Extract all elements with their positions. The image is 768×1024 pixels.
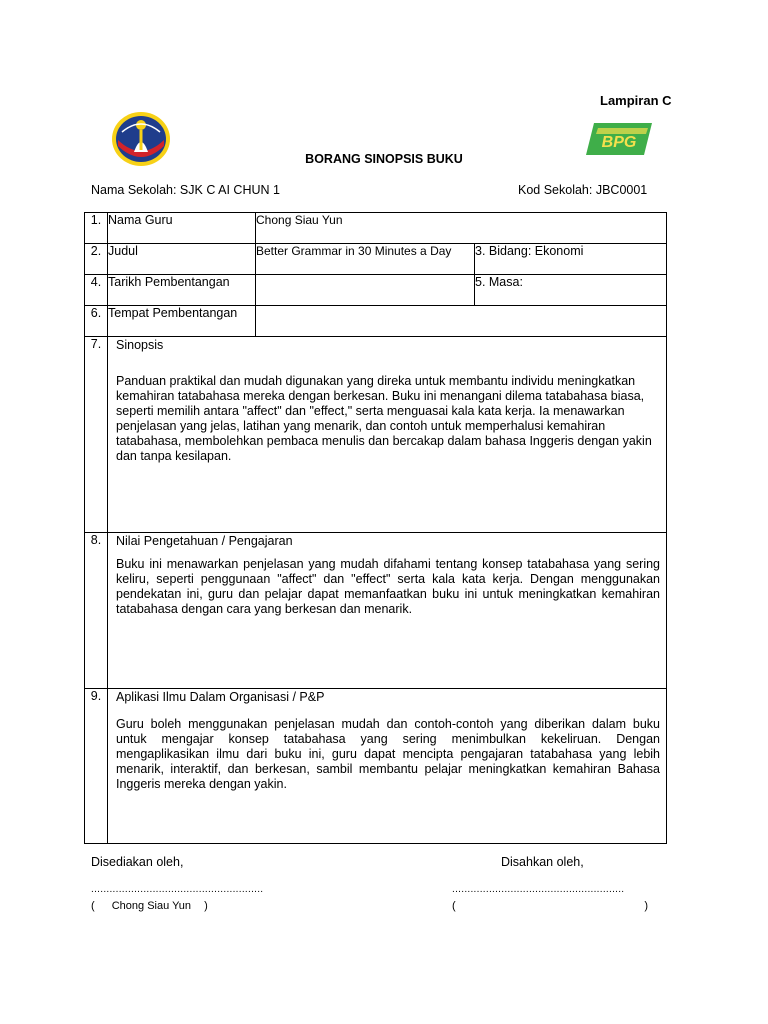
application-label: Aplikasi Ilmu Dalam Organisasi / P&P <box>116 690 325 704</box>
presentation-place-label: Tempat Pembentangan <box>108 306 256 337</box>
row-number: 4. <box>85 275 108 306</box>
row-number: 8. <box>85 533 108 689</box>
row-number: 7. <box>85 337 108 533</box>
field-masa[interactable]: 5. Masa: <box>475 275 667 306</box>
prepared-name-line <box>91 900 208 912</box>
row-presentation-date <box>85 275 667 306</box>
row-knowledge-value <box>85 533 667 689</box>
close-paren: ) <box>204 900 208 912</box>
row-synopsis <box>85 337 667 533</box>
application-cell[interactable] <box>108 689 667 844</box>
teacher-name-value[interactable]: Chong Siau Yun <box>256 213 667 244</box>
row-teacher-name <box>85 213 667 244</box>
synopsis-cell[interactable] <box>108 337 667 533</box>
row-application <box>85 689 667 844</box>
row-number: 2. <box>85 244 108 275</box>
approved-by-label: Disahkan oleh, <box>501 855 584 869</box>
teacher-name-label: Nama Guru <box>108 213 256 244</box>
school-name: Nama Sekolah: SJK C AI CHUN 1 <box>91 183 280 197</box>
row-number: 1. <box>85 213 108 244</box>
close-paren: ) <box>644 900 648 912</box>
application-text: Guru boleh menggunakan penjelasan mudah dan contoh-contoh yang diberikan dalam buku untuk mengajar konsep tatabahasa yang sering menimbulkan kekeliruan. Dengan mengaplikasikan ilmu dari buku ini, guru dapat mencipta pengajaran tatabahasa yang lebih menarik, interaktif, dan berkesan, sambil membantu pelajar meningkatkan kemahiran Bahasa Inggeris mereka dengan yakin. <box>116 717 660 791</box>
approved-name-line <box>452 900 648 912</box>
presentation-date-label: Tarikh Pembentangan <box>108 275 256 306</box>
knowledge-value-text: Buku ini menawarkan penjelasan yang mudah difahami tentang konsep tatabahasa yang sering keliru, seperti penggunaan "affect" dan "effect" serta kala kata kerja. Dengan menggunakan pendekatan ini, guru dan pelajar dapat memanfaatkan buku ini untuk meningkatkan kemahiran tatabahasa dengan cara yang berkesan dan menarik. <box>116 557 660 616</box>
row-title <box>85 244 667 275</box>
presentation-place-value[interactable] <box>256 306 667 337</box>
book-title-value[interactable]: Better Grammar in 30 Minutes a Day <box>256 244 475 275</box>
form-title: BORANG SINOPSIS BUKU <box>305 152 463 166</box>
row-number: 9. <box>85 689 108 844</box>
synopsis-text: Panduan praktikal dan mudah digunakan yang direka untuk membantu individu meningkatkan kemahiran tatabahasa mereka dengan berkesan. Buku ini menangani dilema tatabahasa biasa, seperti memilih antara "affect" dan "effect," serta menguasai kala kata kerja. Ia menawarkan penjelasan yang jelas, latihan yang menarik, dan contoh untuk memperhalusi kemahiran tatabahasa, membolehkan pembaca menulis dan bercakap dalam bahasa Inggeris dengan yakin dan tanpa kesilapan. <box>116 374 652 463</box>
row-number: 6. <box>85 306 108 337</box>
open-paren: ( <box>91 900 95 912</box>
knowledge-value-cell[interactable] <box>108 533 667 689</box>
presentation-date-value[interactable] <box>256 275 475 306</box>
prepared-name[interactable]: Chong Siau Yun <box>111 900 192 912</box>
prepared-signature-line[interactable]: ........................................................ <box>91 884 264 895</box>
row-presentation-place <box>85 306 667 337</box>
knowledge-value-label: Nilai Pengetahuan / Pengajaran <box>116 534 293 548</box>
field-bidang[interactable]: 3. Bidang: Ekonomi <box>475 244 667 275</box>
prepared-by-label: Disediakan oleh, <box>91 855 184 869</box>
appendix-label: Lampiran C <box>600 93 672 108</box>
bpg-logo-text: BPG <box>601 134 637 151</box>
approved-signature-line[interactable]: ........................................................ <box>452 884 625 895</box>
synopsis-label: Sinopsis <box>116 338 164 352</box>
title-label: Judul <box>108 244 256 275</box>
open-paren: ( <box>452 900 456 912</box>
school-code: Kod Sekolah: JBC0001 <box>518 183 648 197</box>
synopsis-form-table <box>84 212 667 844</box>
